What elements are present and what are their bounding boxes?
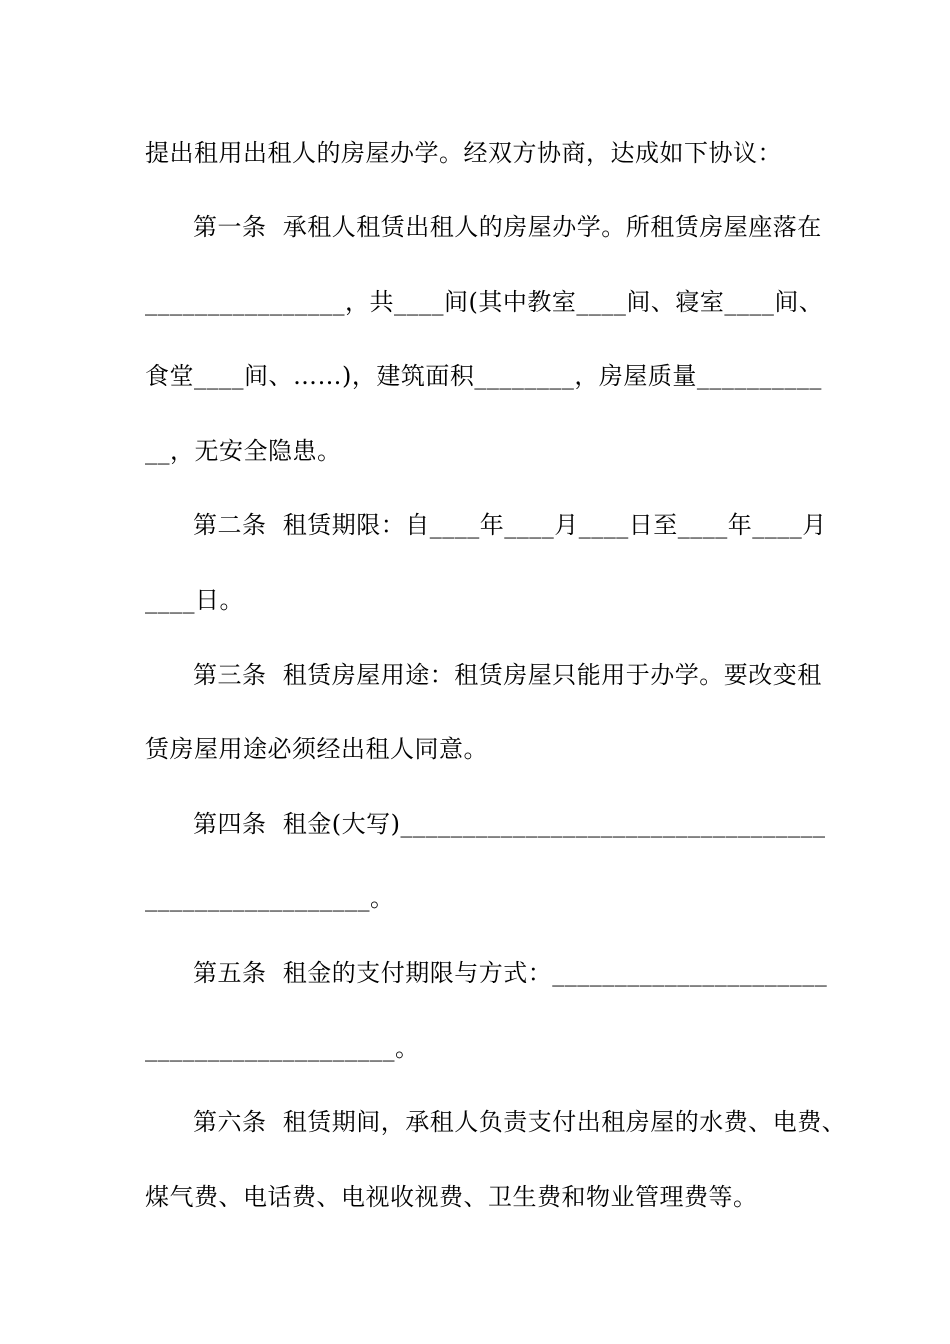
article-3-consent-line: 赁房屋用途必须经出租人同意。 (145, 735, 488, 763)
article-2-term-end-line: ____日。 (145, 586, 244, 614)
article-2-term-line: 第二条 租赁期限：自____年____月____日至____年____月 (193, 511, 827, 539)
article-5-payment-continued-line: ____________________。 (145, 1034, 420, 1062)
article-4-rent-continued-line: __________________。 (145, 884, 395, 912)
article-1-heading-line: 第一条 承租人租赁出租人的房屋办学。所租赁房屋座落在 (193, 213, 822, 241)
article-1-safety-line: __，无安全隐患。 (145, 437, 342, 465)
article-1-rooms-line: ________________，共____间(其中教室____间、寝室____间、 (145, 288, 824, 316)
article-6-fees-line: 第六条 租赁期间，承租人负责支付出租房屋的水费、电费、 (193, 1108, 847, 1136)
article-6-fees-continued-line: 煤气费、电话费、电视收视费、卫生费和物业管理费等。 (145, 1183, 758, 1211)
article-5-payment-line: 第五条 租金的支付期限与方式：______________________ (193, 959, 828, 987)
text-line-agreement-intro: 提出租用出租人的房屋办学。经双方协商，达成如下协议： (145, 139, 782, 167)
article-3-purpose-line: 第三条 租赁房屋用途：租赁房屋只能用于办学。要改变租 (193, 661, 822, 689)
article-1-area-line: 食堂____间、……)，建筑面积________，房屋质量__________ (145, 362, 822, 390)
article-4-rent-line: 第四条 租金(大写)__________________________________ (193, 810, 826, 838)
